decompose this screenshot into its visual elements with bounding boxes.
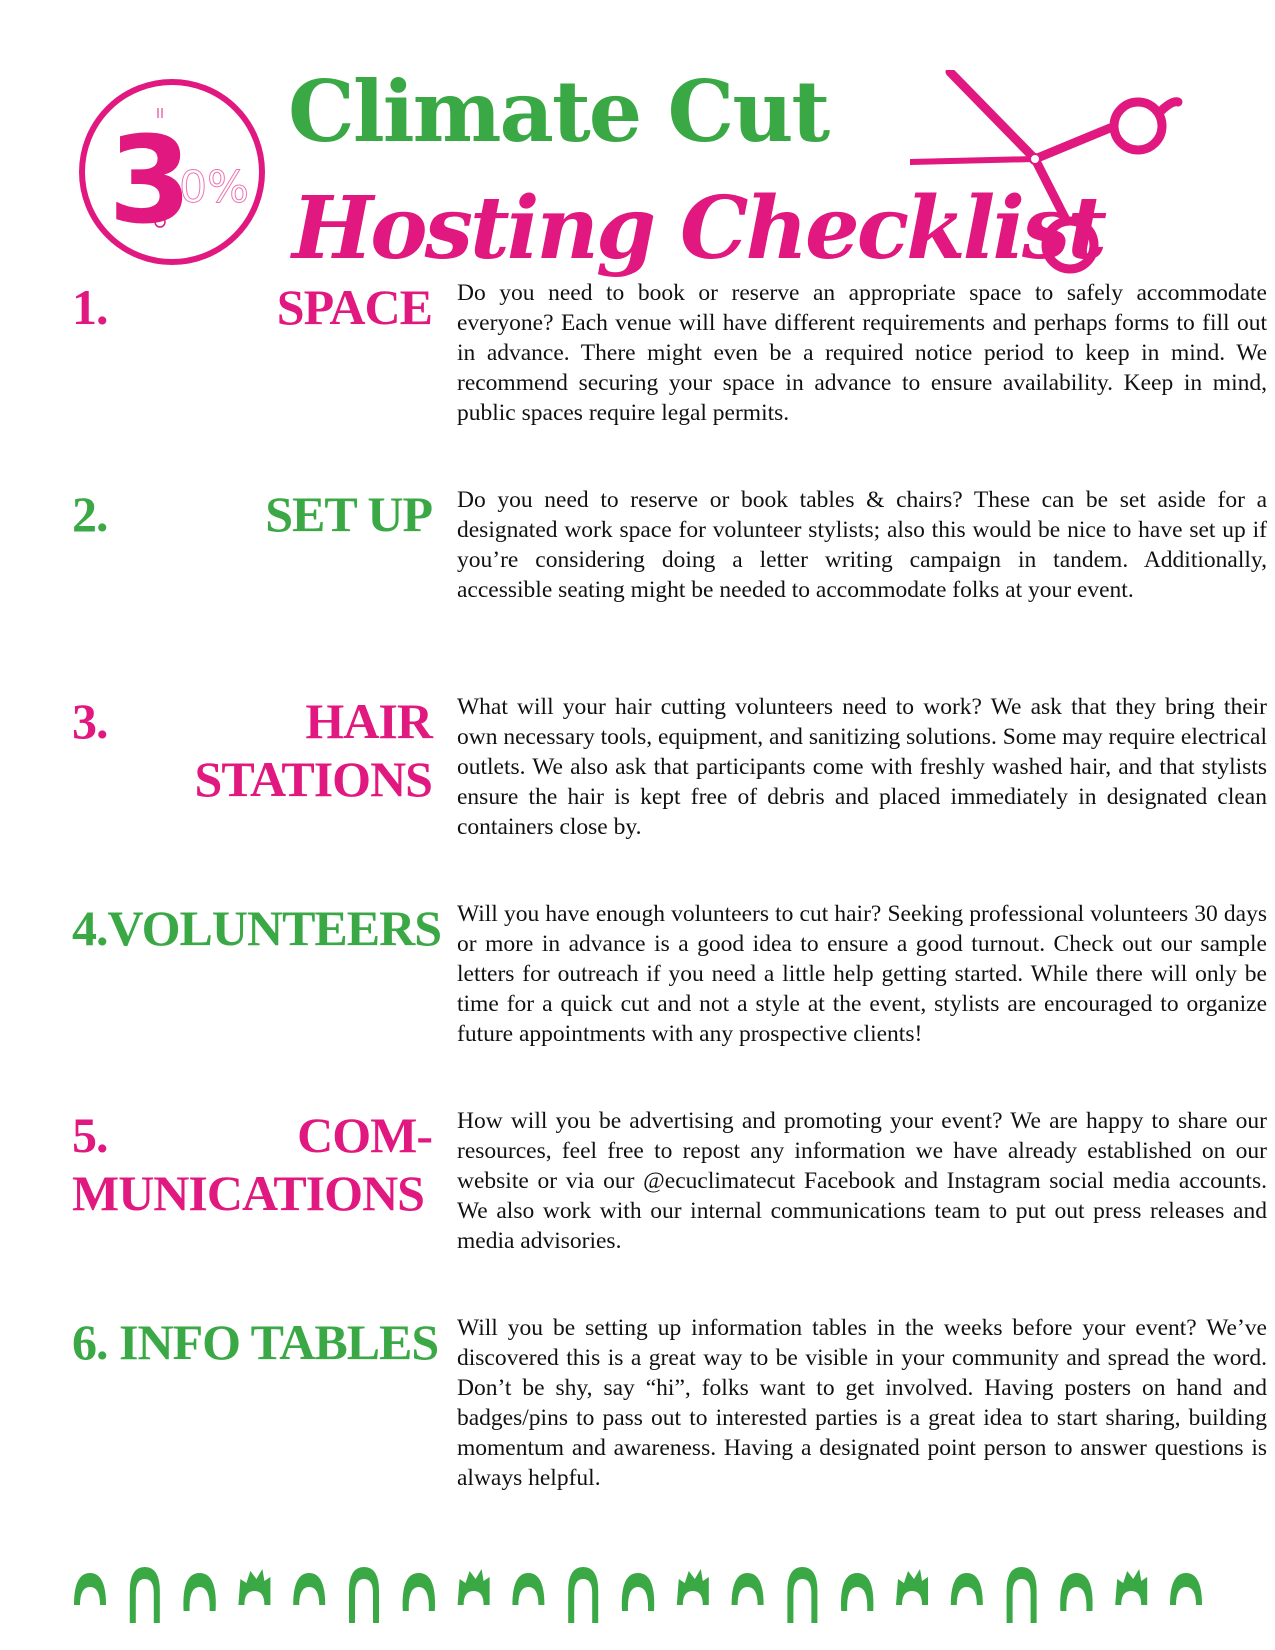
section-heading bbox=[72, 485, 432, 543]
logo-numeral: 3 bbox=[108, 112, 192, 251]
section-heading bbox=[72, 692, 432, 808]
hair-silhouette-icon bbox=[74, 1573, 106, 1605]
hair-silhouette-icon bbox=[896, 1569, 928, 1605]
section-heading bbox=[72, 1106, 432, 1222]
hair-silhouette-icon bbox=[622, 1573, 654, 1611]
section-number: 2. bbox=[72, 486, 108, 542]
section-volunteers bbox=[72, 899, 1267, 1049]
section-label-line-2: STATIONS bbox=[194, 751, 432, 807]
hair-silhouette-icon bbox=[787, 1567, 817, 1623]
section-number: 3. bbox=[72, 693, 108, 749]
section-label-line-1: COM- bbox=[297, 1107, 432, 1163]
logo-percent: 0% bbox=[179, 162, 249, 213]
section-communications bbox=[72, 1106, 1267, 1256]
section-body: How will you be advertising and promoting your event? We are happy to share our resources, feel free to repost any information we have already established on our website or via our @ecuclimatecut Facebook and Instagram social media accounts. We also work with our internal communications team to put out press releases and media advisories. bbox=[457, 1108, 1267, 1254]
section-body: Do you need to book or reserve an appropriate space to safely accommodate everyone? Each venue will have different requirements and perhaps forms to fill out in advance. There might even be a required notice period to keep in mind. We recommend securing your space in advance to ensure availability. Keep in mind, public spaces require legal permits. bbox=[457, 280, 1267, 426]
section-space bbox=[72, 278, 1267, 428]
scissors-icon bbox=[910, 70, 1210, 285]
hair-silhouette-icon bbox=[841, 1573, 873, 1611]
hair-silhouette-icon bbox=[951, 1573, 983, 1605]
section-heading bbox=[72, 278, 432, 336]
section-label: 6. INFO TABLES bbox=[72, 1314, 439, 1370]
section-hair-stations bbox=[72, 692, 1267, 842]
section-set-up bbox=[72, 485, 1267, 635]
section-number: 1. bbox=[72, 279, 108, 335]
section-heading bbox=[72, 899, 442, 957]
section-label: 4.VOLUNTEERS bbox=[72, 900, 442, 956]
hair-silhouette-icon bbox=[238, 1569, 270, 1605]
section-heading bbox=[72, 1313, 439, 1371]
hair-silhouette-icon bbox=[512, 1573, 544, 1605]
section-label-line-2: MUNICATIONS bbox=[72, 1165, 424, 1221]
section-label: SET UP bbox=[265, 486, 432, 542]
hair-silhouette-icon bbox=[1060, 1573, 1092, 1611]
section-body: Will you be setting up information tables in the weeks before your event? We’ve discovered this is a great way to be visible in your community and spread the word. Don’t be shy, say “hi”, folks want to get involved. Having posters on hand and badges/pins to pass out to interested parties is a great idea to start sharing, building momentum and awareness. Having a designated point person to answer questions is always helpful. bbox=[457, 1315, 1267, 1491]
hair-silhouette-icon bbox=[732, 1573, 764, 1605]
hair-silhouette-icon bbox=[130, 1567, 160, 1623]
hair-silhouette-icon bbox=[1115, 1569, 1147, 1605]
section-body: Will you have enough volunteers to cut hair? Seeking professional volunteers 30 days or more in advance is a good idea to ensure a good turnout. Check out our sample letters for outreach if you need a little help getting started. While there will only be time for a quick cut and not a style at the event, stylists are encouraged to organize future appointments with any prospective clients! bbox=[457, 901, 1267, 1047]
hair-silhouette-icon bbox=[568, 1567, 598, 1623]
title-line-2: Hosting Checklist bbox=[292, 178, 1105, 279]
hair-silhouette-icon bbox=[183, 1573, 215, 1611]
hair-silhouette-icon bbox=[293, 1573, 325, 1605]
hair-silhouette-row bbox=[72, 1565, 1202, 1625]
hair-silhouette-icon bbox=[403, 1573, 435, 1611]
3-percent-logo-icon bbox=[72, 72, 272, 272]
hair-silhouette-icon bbox=[458, 1569, 490, 1605]
section-body: What will your hair cutting volunteers need to work? We ask that they bring their own necessary tools, equipment, and sanitizing solutions. Some may require electrical outlets. We also ask that participants come with freshly washed hair, and that stylists ensure the hair is kept free of debris and placed immediately in designated clean containers close by. bbox=[457, 694, 1267, 840]
section-body: Do you need to reserve or book tables & chairs? These can be set aside for a designated work space for volunteer stylists; also this would be nice to have set up if you’re considering doing a letter writing campaign in tandem. Additionally, accessible seating might be needed to accommodate folks at your event. bbox=[457, 487, 1267, 603]
hair-silhouette-icon bbox=[349, 1567, 379, 1623]
title-line-1: Climate Cut bbox=[288, 62, 829, 161]
hair-silhouette-icon bbox=[677, 1569, 709, 1605]
section-info-tables bbox=[72, 1313, 1267, 1493]
hair-silhouette-icon bbox=[1007, 1567, 1037, 1623]
section-label-line-1: HAIR bbox=[305, 693, 432, 749]
hair-silhouette-icon bbox=[1170, 1573, 1202, 1605]
section-number: 5. bbox=[72, 1107, 108, 1163]
section-label: SPACE bbox=[276, 279, 432, 335]
